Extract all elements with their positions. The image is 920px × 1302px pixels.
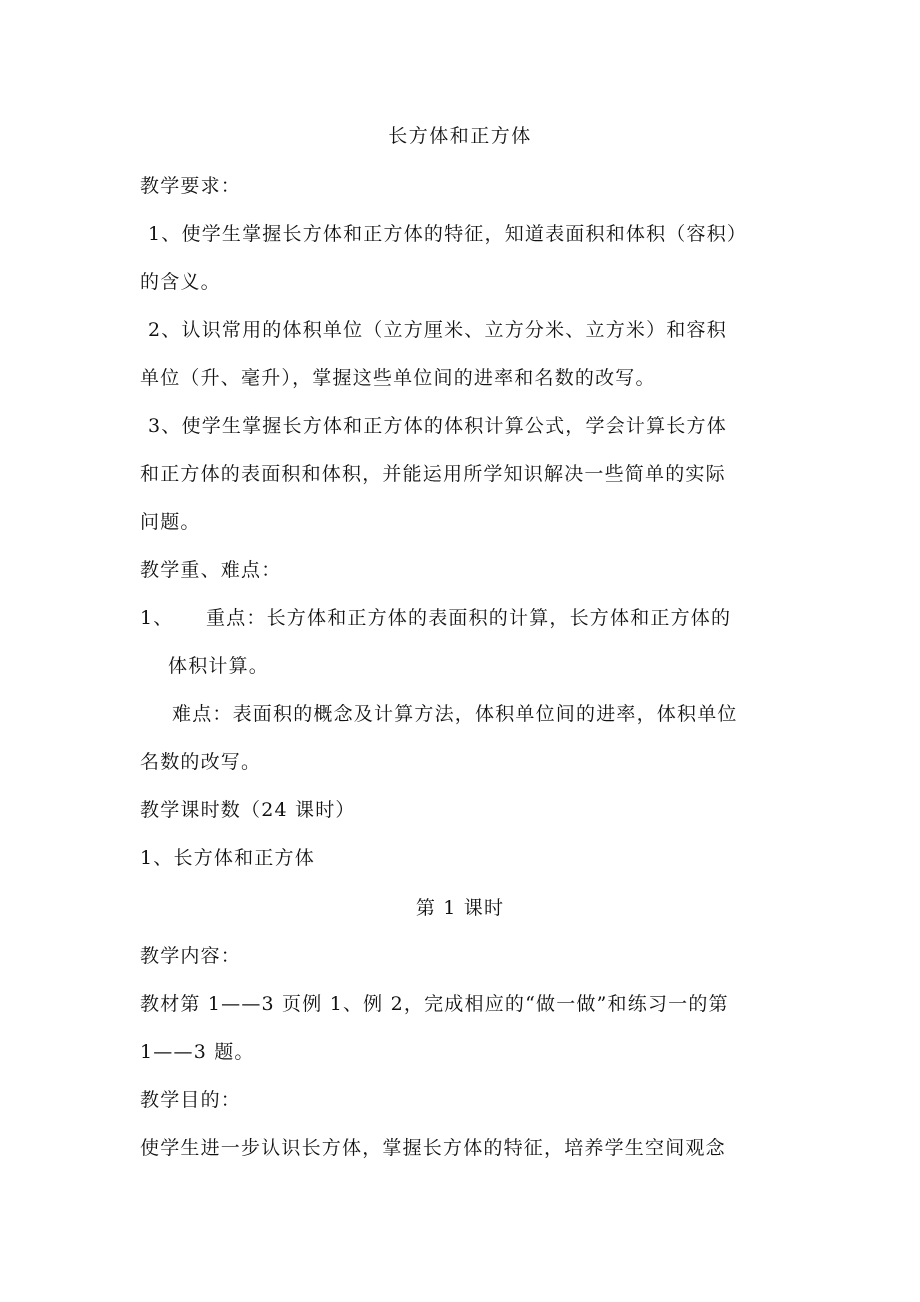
requirement-2-line-1: 2、认识常用的体积单位（立方厘米、立方分米、立方米）和容积	[148, 319, 727, 341]
document-title: 长方体和正方体	[388, 125, 532, 147]
keypoint-line-2: 体积计算。	[168, 655, 270, 677]
content-line-1: 教材第 1——3 页例 1、例 2，完成相应的“做一做”和练习一的第	[140, 993, 729, 1015]
requirement-2-line-2: 单位（升、毫升），掌握这些单位间的进率和名数的改写。	[140, 367, 656, 389]
keypoint-line-1: 重点：长方体和正方体的表面积的计算，长方体和正方体的	[206, 607, 732, 629]
requirement-3-line-2: 和正方体的表面积和体积，并能运用所学知识解决一些简单的实际	[140, 463, 726, 485]
content-line-2: 1——3 题。	[140, 1041, 255, 1063]
difficulty-line-2: 名数的改写。	[140, 751, 262, 773]
requirement-3-line-3: 问题。	[140, 511, 201, 533]
requirement-1-line-1: 1、使学生掌握长方体和正方体的特征，知道表面积和体积（容积）	[148, 223, 748, 245]
difficulty-line-1: 难点：表面积的概念及计算方法，体积单位间的进率，体积单位	[172, 703, 738, 725]
keypoint-number: 1、	[140, 607, 174, 629]
requirements-heading: 教学要求：	[140, 175, 242, 197]
content-heading: 教学内容：	[140, 945, 242, 967]
goal-heading: 教学目的：	[140, 1089, 242, 1111]
requirement-3-line-1: 3、使学生掌握长方体和正方体的体积计算公式，学会计算长方体	[148, 415, 727, 437]
unit-heading: 1、长方体和正方体	[140, 847, 315, 869]
lesson-title: 第 1 课时	[415, 897, 505, 919]
requirement-1-line-2: 的含义。	[140, 271, 221, 293]
goal-line-1: 使学生进一步认识长方体，掌握长方体的特征，培养学生空间观念	[140, 1137, 726, 1159]
class-hours: 教学课时数（24 课时）	[140, 799, 356, 821]
keypoints-heading: 教学重、难点：	[140, 559, 282, 581]
